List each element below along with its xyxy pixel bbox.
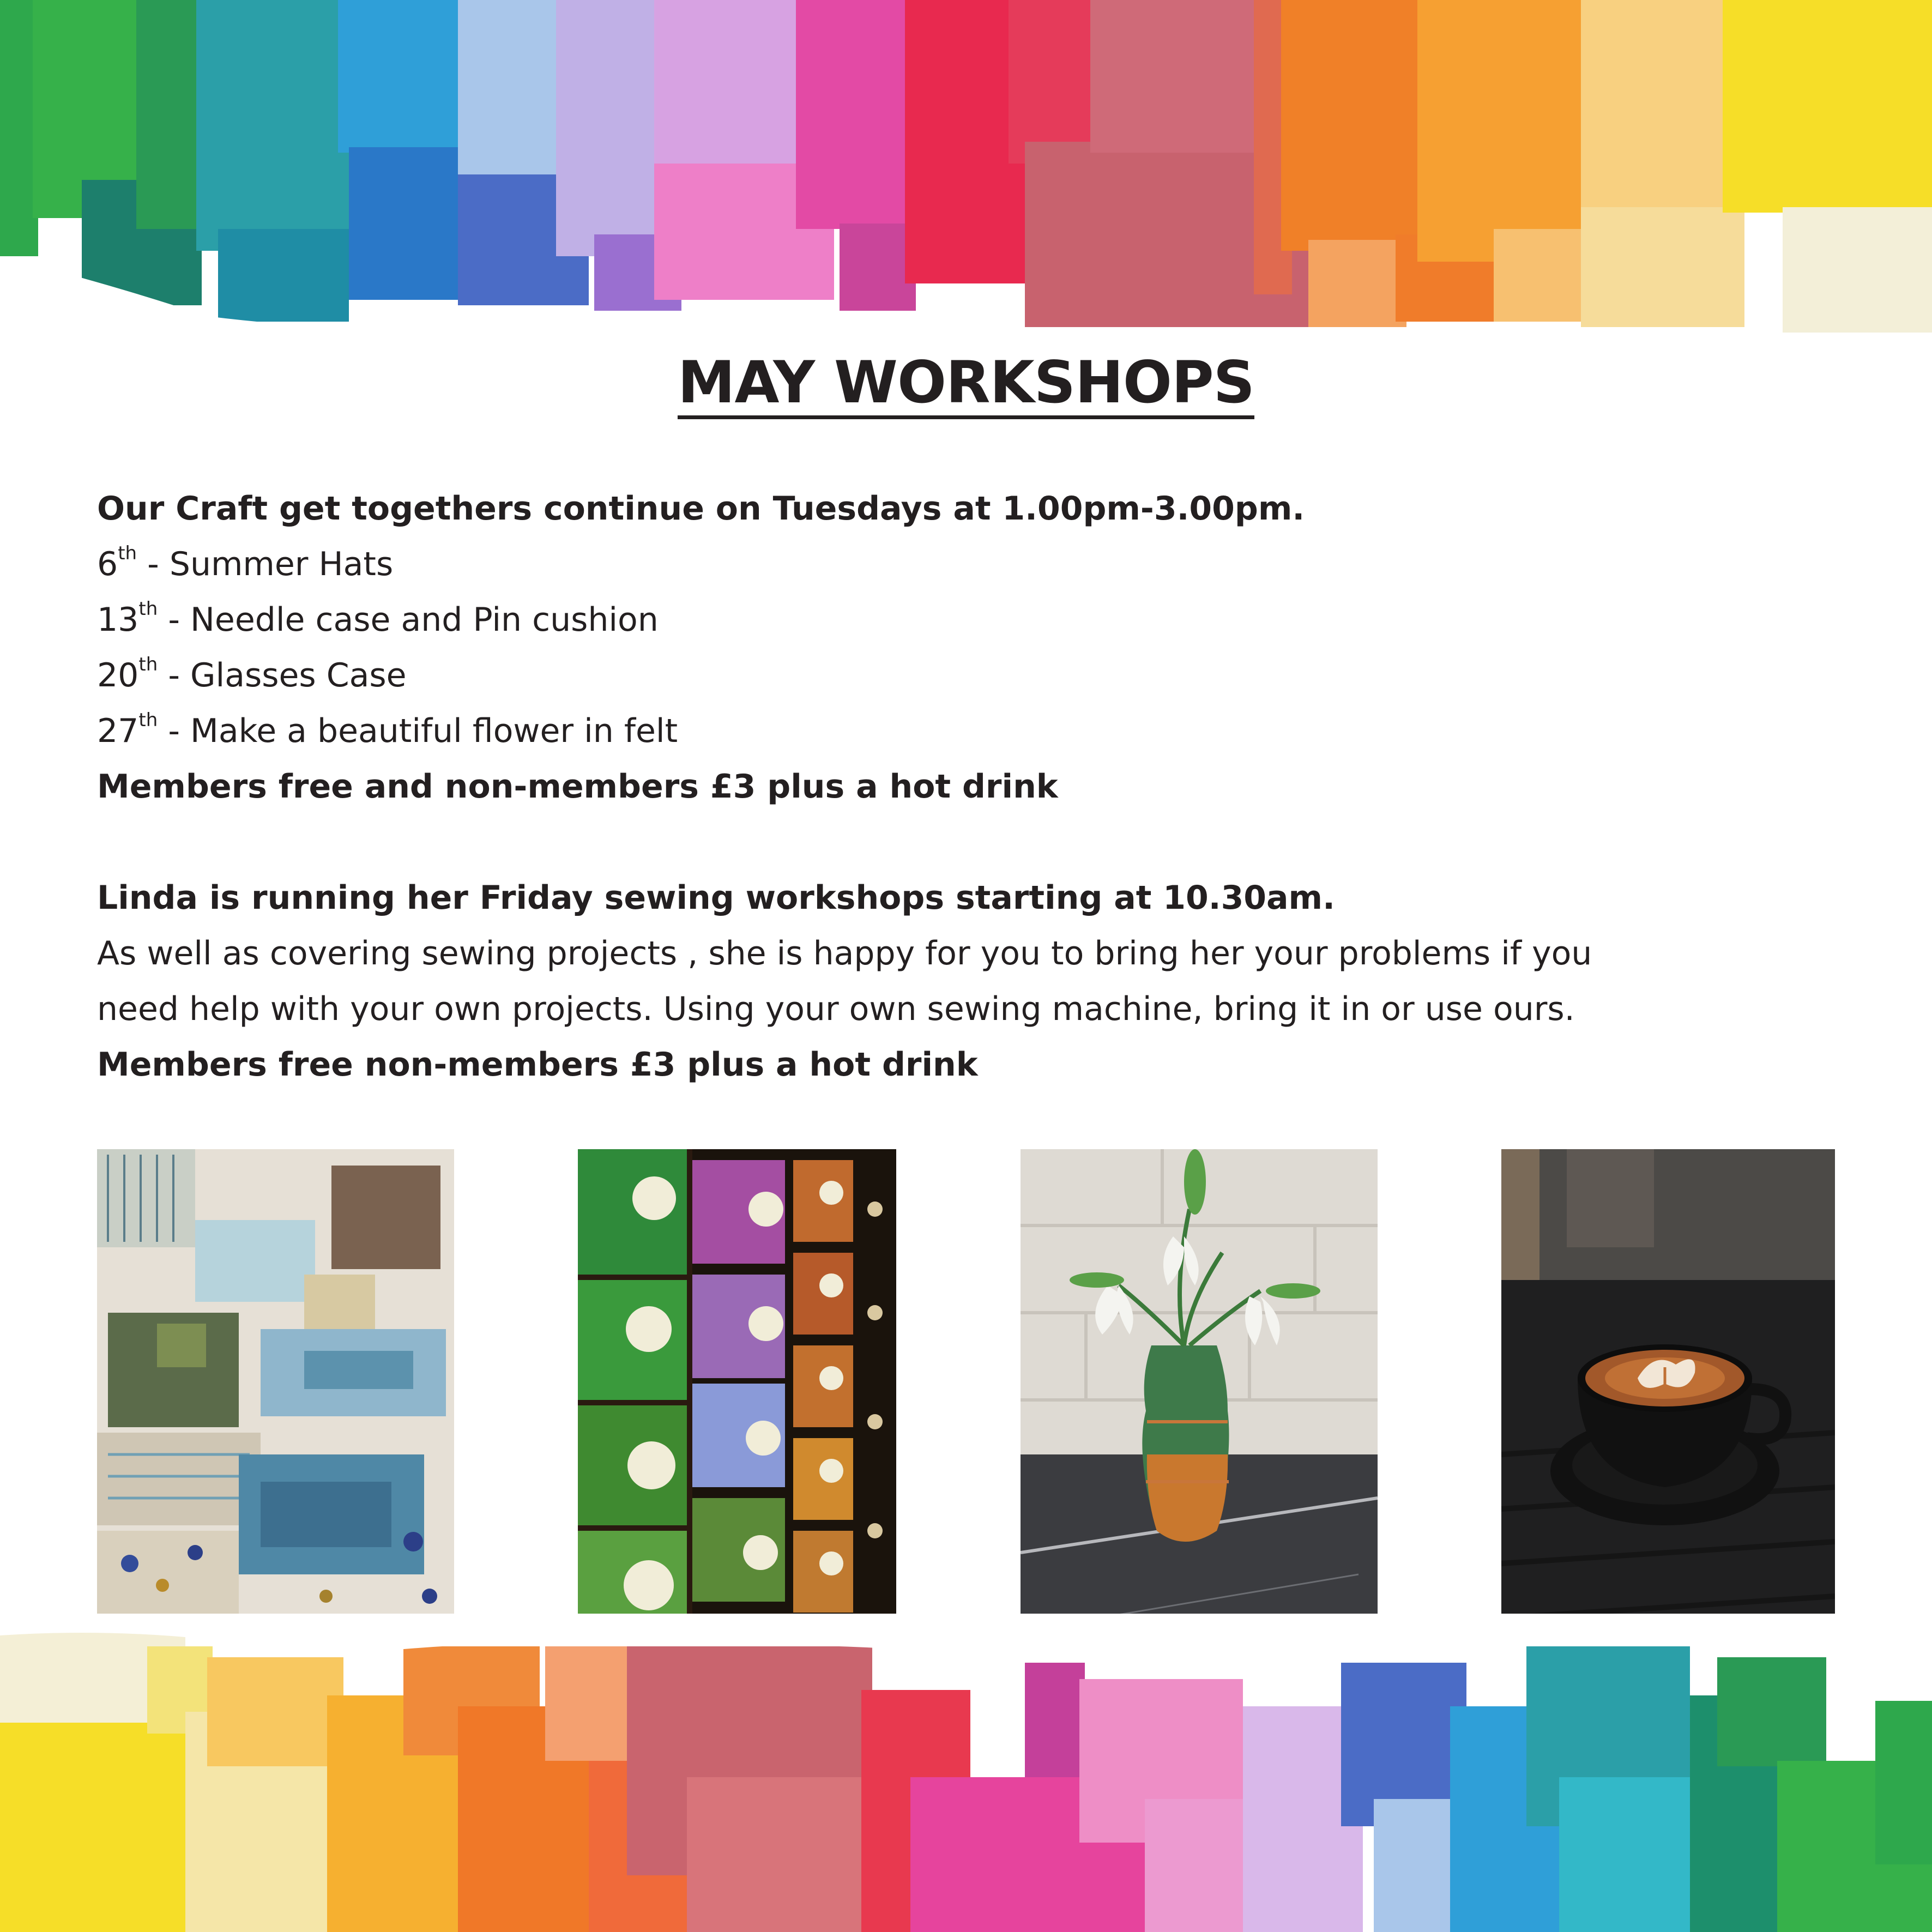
craft-item-text: - Needle case and Pin cushion <box>158 601 659 639</box>
latte-coffee-photo <box>1501 1149 1835 1626</box>
craft-item-suffix: th <box>138 654 158 675</box>
craft-item-suffix: th <box>138 598 158 620</box>
felt-flowers-vase-photo <box>1021 1149 1378 1626</box>
sewing-description-line: As well as covering sewing projects , she is happy for you to bring her your problems if you <box>97 934 1592 973</box>
craft-price: Members free and non-members £3 plus a hot drink <box>97 768 1058 806</box>
craft-item <box>97 592 1842 648</box>
craft-item-suffix: th <box>138 709 158 731</box>
sewing-price: Members free non-members £3 plus a hot drink <box>97 1046 978 1084</box>
craft-item <box>97 648 1842 703</box>
craft-item-day: 27 <box>97 712 139 750</box>
craft-item-text: - Make a beautiful flower in felt <box>158 712 678 750</box>
workshop-details <box>97 481 1842 1092</box>
craft-item <box>97 703 1842 759</box>
craft-item-day: 20 <box>97 656 139 695</box>
craft-item <box>97 536 1842 592</box>
craft-item-day: 13 <box>97 601 139 639</box>
sewing-heading: Linda is running her Friday sewing workshops starting at 10.30am. <box>97 879 1335 917</box>
top-fabric-banner <box>0 0 1932 349</box>
craft-item-text: - Glasses Case <box>158 656 407 695</box>
craft-item-day: 6 <box>97 545 118 583</box>
sewing-description-line: need help with your own projects. Using your own sewing machine, bring it in or use ours. <box>97 990 1575 1028</box>
thread-spools-photo <box>578 1149 896 1626</box>
bottom-fabric-banner <box>0 1614 1932 1932</box>
spacer <box>97 814 1842 870</box>
embroidered-textile-photo <box>97 1149 454 1626</box>
craft-item-suffix: th <box>118 542 137 564</box>
craft-item-text: - Summer Hats <box>137 545 394 583</box>
craft-heading: Our Craft get togethers continue on Tuesdays at 1.00pm-3.00pm. <box>97 490 1305 528</box>
page-title: MAY WORKSHOPS <box>677 349 1255 416</box>
